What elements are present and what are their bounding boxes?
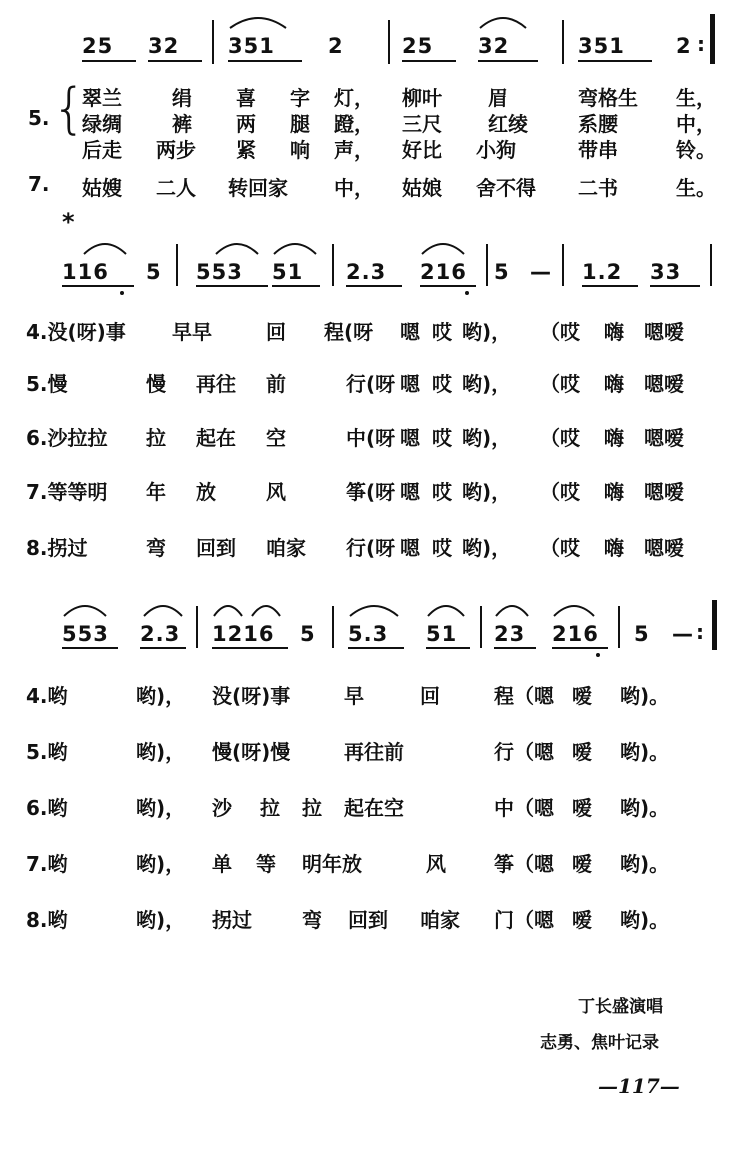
lyric: 紧 bbox=[236, 138, 256, 162]
lyric: 行(呀 bbox=[346, 536, 396, 560]
lyric: 拉 bbox=[146, 426, 166, 450]
note-group: 5 bbox=[300, 622, 316, 646]
lyric: 嗨 bbox=[604, 426, 624, 450]
lyric: 带串 bbox=[578, 138, 618, 162]
repeat-sign: : bbox=[697, 32, 705, 56]
lyric: 4.哟 bbox=[26, 684, 68, 708]
lyric: 慢 bbox=[146, 372, 166, 396]
lyric: 筝(呀 bbox=[346, 480, 396, 504]
note-group: 2 bbox=[676, 34, 692, 58]
lyric: 生， bbox=[676, 86, 716, 110]
lyric: 响 bbox=[290, 138, 310, 162]
lyric: 8.拐过 bbox=[26, 536, 88, 560]
lyric: 柳叶 bbox=[402, 86, 442, 110]
recorder-credit: 志勇、焦叶记录 bbox=[540, 1033, 659, 1053]
lyric: 拉 bbox=[302, 796, 322, 820]
beam bbox=[494, 647, 536, 649]
lyric: 哟)， bbox=[462, 320, 512, 344]
slur bbox=[478, 14, 528, 30]
slur bbox=[214, 240, 260, 256]
note-group: 1.2 bbox=[582, 260, 623, 284]
lyric: 哟)， bbox=[136, 852, 186, 876]
lyric: 嗨 bbox=[604, 480, 624, 504]
note-group: 2 bbox=[328, 34, 344, 58]
lyric: 7.等等明 bbox=[26, 480, 108, 504]
lyric: 8.哟 bbox=[26, 908, 68, 932]
slur bbox=[348, 602, 400, 618]
beam bbox=[62, 647, 118, 649]
barline bbox=[562, 244, 564, 286]
lyric: 哟)， bbox=[462, 536, 512, 560]
slur bbox=[82, 240, 128, 256]
slur bbox=[250, 602, 282, 618]
lyric: 再往前 bbox=[344, 740, 404, 764]
beam bbox=[402, 60, 456, 62]
lyric: 哎 bbox=[432, 480, 452, 504]
note-group: — bbox=[672, 622, 694, 646]
lyric: 风 bbox=[426, 852, 446, 876]
note-group: 553 bbox=[196, 260, 243, 284]
lyric: 6.沙拉拉 bbox=[26, 426, 108, 450]
lyric: 姑嫂 bbox=[82, 176, 122, 200]
page-number: —117— bbox=[598, 1074, 680, 1098]
note-group: 25 bbox=[82, 34, 114, 58]
beam bbox=[82, 60, 136, 62]
lyric: 哟)。 bbox=[620, 908, 670, 932]
beam bbox=[212, 647, 288, 649]
beam bbox=[228, 60, 302, 62]
barline bbox=[562, 20, 564, 64]
lyric: 嗳 bbox=[572, 852, 592, 876]
lyric: （哎 bbox=[540, 536, 580, 560]
barline bbox=[176, 244, 178, 286]
beam bbox=[196, 285, 268, 287]
brace: { bbox=[52, 77, 87, 140]
barline bbox=[212, 20, 214, 64]
note-group: 1216 bbox=[212, 622, 275, 646]
note-group: 2.3 bbox=[140, 622, 181, 646]
beam bbox=[582, 285, 638, 287]
lower-octave-dot bbox=[465, 291, 469, 295]
slur bbox=[420, 240, 466, 256]
lyric: 回 bbox=[266, 320, 286, 344]
barline bbox=[486, 244, 488, 286]
repeat-sign: : bbox=[696, 620, 704, 644]
lyric: 回 bbox=[420, 684, 440, 708]
beam bbox=[272, 285, 320, 287]
note-group: 5.3 bbox=[348, 622, 389, 646]
note-group: 116 bbox=[62, 260, 109, 284]
lyric: 哎 bbox=[432, 536, 452, 560]
note-group: 51 bbox=[426, 622, 458, 646]
slur bbox=[552, 602, 596, 618]
lyric: 嗨 bbox=[604, 320, 624, 344]
lyric: 中（嗯 bbox=[494, 796, 554, 820]
lyric: 程（嗯 bbox=[494, 684, 554, 708]
beam bbox=[552, 647, 608, 649]
lyric: 弯格生 bbox=[578, 86, 638, 110]
lyric: 拐过 bbox=[212, 908, 252, 932]
lyric: 空 bbox=[266, 426, 286, 450]
lyric: 系腰 bbox=[578, 112, 618, 136]
lyric: 哟)。 bbox=[620, 796, 670, 820]
slur bbox=[426, 602, 466, 618]
barline bbox=[196, 606, 198, 648]
lyric: 姑娘 bbox=[402, 176, 442, 200]
lyric: 哟)， bbox=[462, 372, 512, 396]
lyric: 哟)。 bbox=[620, 852, 670, 876]
lower-octave-dot bbox=[596, 653, 600, 657]
lyric: 翠兰 bbox=[82, 86, 122, 110]
lyric: 嗳 bbox=[572, 796, 592, 820]
lyric: 弯 bbox=[302, 908, 322, 932]
lyric: 单 bbox=[212, 852, 232, 876]
note-group: 5 bbox=[634, 622, 650, 646]
lyric: 哟)。 bbox=[620, 740, 670, 764]
lyric: 字 bbox=[290, 86, 310, 110]
lyric: 腿 bbox=[290, 112, 310, 136]
lyric: 回到 bbox=[348, 908, 388, 932]
beam bbox=[62, 285, 134, 287]
note-group: 216 bbox=[420, 260, 467, 284]
barline bbox=[332, 606, 334, 648]
lyric: 没(呀)事 bbox=[212, 684, 291, 708]
lyric: 哟)， bbox=[136, 740, 186, 764]
lyric: 舍不得 bbox=[476, 176, 536, 200]
note-group: 25 bbox=[402, 34, 434, 58]
lyric: 声， bbox=[334, 138, 374, 162]
lyric: 哟)， bbox=[462, 480, 512, 504]
lyric: 拉 bbox=[260, 796, 280, 820]
lyric: 两 bbox=[236, 112, 256, 136]
lyric: 嗨 bbox=[604, 536, 624, 560]
lyric: 喜 bbox=[236, 86, 256, 110]
beam bbox=[148, 60, 202, 62]
slur bbox=[272, 240, 318, 256]
verse-number: 5. bbox=[28, 106, 50, 130]
slur bbox=[228, 14, 288, 30]
lyric: 嗳 bbox=[572, 740, 592, 764]
lyric: 6.哟 bbox=[26, 796, 68, 820]
lyric: 嗯 bbox=[400, 372, 420, 396]
note-group: 553 bbox=[62, 622, 109, 646]
beam bbox=[348, 647, 404, 649]
lyric: 5.哟 bbox=[26, 740, 68, 764]
lyric: 沙 bbox=[212, 796, 232, 820]
lyric: 嗯嗳 bbox=[644, 320, 684, 344]
lyric: 哟)。 bbox=[620, 684, 670, 708]
lyric: 二书 bbox=[578, 176, 618, 200]
lyric: 早 bbox=[344, 684, 364, 708]
note-group: 51 bbox=[272, 260, 304, 284]
lyric: 慢(呀)慢 bbox=[212, 740, 291, 764]
lyric: 门（嗯 bbox=[494, 908, 554, 932]
note-group: 5 bbox=[146, 260, 162, 284]
note-group: 33 bbox=[650, 260, 682, 284]
lyric: 裤 bbox=[172, 112, 192, 136]
lyric: 放 bbox=[196, 480, 216, 504]
lyric: 中， bbox=[676, 112, 716, 136]
lyric: 中(呀 bbox=[346, 426, 396, 450]
lyric: （哎 bbox=[540, 372, 580, 396]
lyric: 回到 bbox=[196, 536, 236, 560]
lyric: 筝（嗯 bbox=[494, 852, 554, 876]
lyric: 红绫 bbox=[488, 112, 528, 136]
lyric: （哎 bbox=[540, 426, 580, 450]
barline bbox=[388, 20, 390, 64]
lyric: 程(呀 bbox=[324, 320, 374, 344]
lower-octave-dot bbox=[120, 291, 124, 295]
barline bbox=[480, 606, 482, 648]
lyric: 生。 bbox=[676, 176, 716, 200]
lyric: 绢 bbox=[172, 86, 192, 110]
lyric: 嗯嗳 bbox=[644, 480, 684, 504]
slur bbox=[142, 602, 184, 618]
lyric: 起在空 bbox=[344, 796, 404, 820]
lyric: 行（嗯 bbox=[494, 740, 554, 764]
note-group: — bbox=[530, 260, 552, 284]
lyric: 明年放 bbox=[302, 852, 362, 876]
lyric: 嗯 bbox=[400, 320, 420, 344]
lyric: 绿绸 bbox=[82, 112, 122, 136]
lyric: 两步 bbox=[156, 138, 196, 162]
repeat-barline bbox=[712, 600, 717, 650]
beam bbox=[650, 285, 700, 287]
note-group: 2.3 bbox=[346, 260, 387, 284]
lyric: （哎 bbox=[540, 480, 580, 504]
lyric: 等 bbox=[256, 852, 276, 876]
lyric: 年 bbox=[146, 480, 166, 504]
lyric: 哟)， bbox=[462, 426, 512, 450]
asterisk: * bbox=[62, 208, 75, 236]
repeat-barline bbox=[710, 14, 715, 64]
barline bbox=[332, 244, 334, 286]
lyric: 早早 bbox=[172, 320, 212, 344]
lyric: 二人 bbox=[156, 176, 196, 200]
lyric: 嗯 bbox=[400, 480, 420, 504]
lyric: 7. bbox=[28, 172, 50, 196]
lyric: 行(呀 bbox=[346, 372, 396, 396]
lyric: 咱家 bbox=[266, 536, 306, 560]
slur bbox=[494, 602, 530, 618]
lyric: 嗯嗳 bbox=[644, 536, 684, 560]
lyric: 铃。 bbox=[676, 138, 716, 162]
lyric: 弯 bbox=[146, 536, 166, 560]
lyric: 起在 bbox=[196, 426, 236, 450]
lyric: 再往 bbox=[196, 372, 236, 396]
lyric: 眉 bbox=[488, 86, 508, 110]
lyric: 5.慢 bbox=[26, 372, 68, 396]
lyric: 哎 bbox=[432, 372, 452, 396]
beam bbox=[140, 647, 186, 649]
beam bbox=[420, 285, 476, 287]
barline bbox=[710, 244, 712, 286]
lyric: 蹬， bbox=[334, 112, 374, 136]
lyric: 嗳 bbox=[572, 908, 592, 932]
beam bbox=[578, 60, 652, 62]
lyric: （哎 bbox=[540, 320, 580, 344]
lyric: 三尺 bbox=[402, 112, 442, 136]
lyric: 灯， bbox=[334, 86, 374, 110]
note-group: 32 bbox=[478, 34, 510, 58]
lyric: 哎 bbox=[432, 320, 452, 344]
lyric: 嗯嗳 bbox=[644, 372, 684, 396]
lyric: 哎 bbox=[432, 426, 452, 450]
lyric: 嗯 bbox=[400, 426, 420, 450]
lyric: 哟)， bbox=[136, 796, 186, 820]
note-group: 5 bbox=[494, 260, 510, 284]
note-group: 216 bbox=[552, 622, 599, 646]
lyric: 中， bbox=[334, 176, 374, 200]
beam bbox=[346, 285, 402, 287]
lyric: 嗨 bbox=[604, 372, 624, 396]
lyric: 嗯 bbox=[400, 536, 420, 560]
lyric: 7.哟 bbox=[26, 852, 68, 876]
lyric: 咱家 bbox=[420, 908, 460, 932]
lyric: 4.没(呀)事 bbox=[26, 320, 126, 344]
note-group: 23 bbox=[494, 622, 526, 646]
lyric: 风 bbox=[266, 480, 286, 504]
singer-credit: 丁长盛演唱 bbox=[578, 997, 663, 1017]
lyric: 后走 bbox=[82, 138, 122, 162]
lyric: 嗳 bbox=[572, 684, 592, 708]
note-group: 32 bbox=[148, 34, 180, 58]
lyric: 好比 bbox=[402, 138, 442, 162]
note-group: 351 bbox=[228, 34, 275, 58]
beam bbox=[478, 60, 538, 62]
lyric: 哟)， bbox=[136, 908, 186, 932]
lyric: 嗯嗳 bbox=[644, 426, 684, 450]
beam bbox=[426, 647, 470, 649]
lyric: 小狗 bbox=[476, 138, 516, 162]
barline bbox=[618, 606, 620, 648]
slur bbox=[212, 602, 244, 618]
note-group: 351 bbox=[578, 34, 625, 58]
lyric: 哟)， bbox=[136, 684, 186, 708]
lyric: 转回家 bbox=[228, 176, 288, 200]
slur bbox=[62, 602, 108, 618]
lyric: 前 bbox=[266, 372, 286, 396]
